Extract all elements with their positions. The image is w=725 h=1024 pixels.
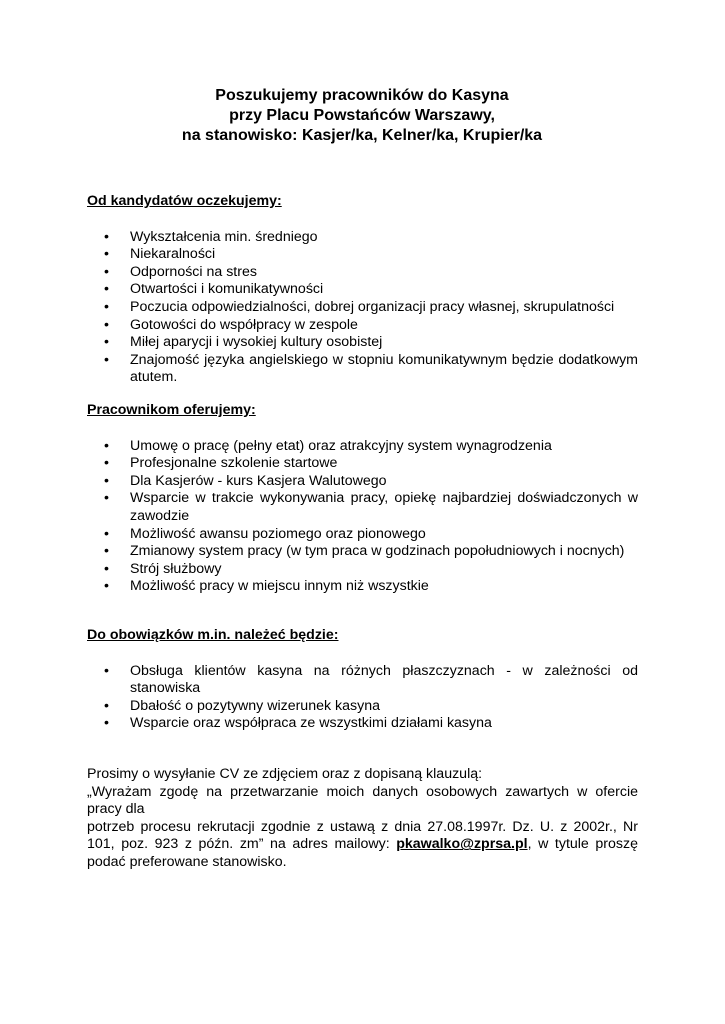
list-item	[87, 715, 638, 733]
list-item-text: Zmianowy system pracy (w tym praca w godzinach popołudniowych i nocnych)	[130, 543, 625, 560]
bullet-icon: •	[104, 437, 109, 454]
list-item-text: Otwartości i komunikatywności	[130, 281, 324, 298]
list-item-text: Znajomość języka angielskiego w stopniu komunikatywnym będzie dodatkowym atutem.	[130, 351, 638, 386]
list-item-text: Umowę o pracę (pełny etat) oraz atrakcyjny system wynagrodzenia	[130, 437, 552, 454]
duties-heading: Do obowiązków m.in. należeć będzie:	[87, 627, 339, 643]
bullet-icon: •	[104, 490, 109, 507]
closing-paragraph	[87, 766, 638, 872]
email-link[interactable]: pkawalko@zprsa.pl	[396, 836, 528, 853]
bullet-icon: •	[104, 246, 109, 263]
list-item	[87, 229, 638, 247]
closing-line-2: „Wyrażam zgodę na przetwarzanie moich danych osobowych zawartych w ofercie	[87, 783, 638, 800]
bullet-icon: •	[104, 351, 109, 368]
bullet-icon: •	[104, 697, 109, 714]
bullet-icon: •	[104, 662, 109, 679]
list-item	[87, 438, 638, 456]
list-item	[87, 663, 638, 698]
bullet-icon: •	[104, 578, 109, 595]
list-item	[87, 299, 638, 317]
expectations-section	[87, 193, 638, 387]
bullet-icon: •	[104, 298, 109, 315]
list-item-text: Wsparcie oraz współpraca ze wszystkimi działami kasyna	[130, 715, 492, 732]
closing-line-5	[87, 836, 638, 854]
bullet-icon: •	[104, 525, 109, 542]
bullet-icon: •	[104, 455, 109, 472]
title-line-2: przy Placu Powstańców Warszawy,	[229, 107, 495, 124]
bullet-icon: •	[104, 715, 109, 732]
expectations-list	[87, 229, 638, 387]
bullet-icon: •	[104, 334, 109, 351]
list-item-text: Dla Kasjerów - kurs Kasjera Walutowego	[130, 472, 387, 489]
list-item-text: Strój służbowy	[130, 560, 222, 577]
list-item-text: Dbałość o pozytywny wizerunek kasyna	[130, 697, 380, 714]
list-item	[87, 455, 638, 473]
page-title	[87, 86, 637, 146]
list-item-text: Obsługa klientów kasyna na różnych płaszczyznach - w zależności od stanowiska	[130, 662, 638, 697]
list-item-text: Poczucia odpowiedzialności, dobrej organizacji pracy własnej, skrupulatności	[130, 298, 615, 315]
duties-section	[87, 627, 638, 733]
closing-line-6: podać preferowane stanowisko.	[87, 853, 287, 870]
bullet-icon: •	[104, 560, 109, 577]
list-item	[87, 246, 638, 264]
bullet-icon: •	[104, 228, 109, 245]
title-line-1: Poszukujemy pracowników do Kasyna	[215, 87, 509, 104]
list-item-text: Możliwość awansu poziomego oraz pionowego	[130, 525, 426, 542]
bullet-icon: •	[104, 316, 109, 333]
list-item	[87, 281, 638, 299]
list-item	[87, 317, 638, 335]
list-item-text: Profesjonalne szkolenie startowe	[130, 455, 338, 472]
title-line-3: na stanowisko: Kasjer/ka, Kelner/ka, Krupier/ka	[181, 127, 543, 144]
bullet-icon: •	[104, 263, 109, 280]
list-item	[87, 264, 638, 282]
bullet-icon: •	[104, 472, 109, 489]
closing-line-4: potrzeb procesu rekrutacji zgodnie z ustawą z dnia 27.08.1997r. Dz. U. z 2002r., Nr	[87, 818, 638, 835]
list-item	[87, 578, 638, 596]
list-item	[87, 352, 638, 387]
duties-list	[87, 663, 638, 733]
closing-line-1: Prosimy o wysyłanie CV ze zdjęciem oraz z dopisaną klauzulą:	[87, 766, 483, 782]
offer-list	[87, 438, 638, 596]
list-item-text: Gotowości do współpracy w zespole	[130, 316, 358, 333]
expectations-heading: Od kandydatów oczekujemy:	[87, 193, 282, 209]
list-item	[87, 698, 638, 716]
list-item-text: Możliwość pracy w miejscu innym niż wszystkie	[130, 578, 429, 595]
list-item	[87, 473, 638, 491]
list-item	[87, 561, 638, 579]
closing-line-5-end: , w tytule proszę	[527, 836, 638, 853]
bullet-icon: •	[104, 543, 109, 560]
closing-line-5-start: 101, poz. 923 z późn. zm” na adres mailowy:	[87, 836, 397, 853]
list-item-text: Miłej aparycji i wysokiej kultury osobistej	[130, 334, 383, 351]
list-item-text: Wykształcenia min. średniego	[130, 228, 318, 245]
list-item-text: Wsparcie w trakcie wykonywania pracy, opiekę najbardziej doświadczonych w zawodzie	[130, 490, 638, 524]
offer-section	[87, 402, 638, 596]
list-item-text: Niekaralności	[130, 246, 216, 263]
list-item	[87, 334, 638, 352]
list-item	[87, 543, 638, 561]
list-item	[87, 490, 638, 525]
list-item-text: Odporności na stres	[130, 263, 257, 280]
offer-heading: Pracownikom oferujemy:	[87, 402, 256, 418]
list-item	[87, 526, 638, 544]
bullet-icon: •	[104, 281, 109, 298]
closing-line-3: pracy dla	[87, 801, 145, 818]
